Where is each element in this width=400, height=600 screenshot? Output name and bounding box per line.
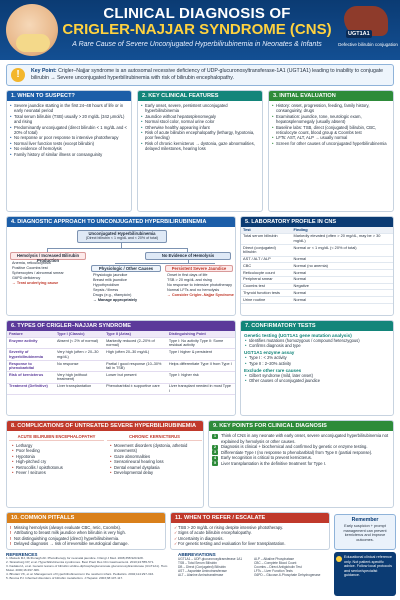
cell: Helps differentiate Type II from Type I — [167, 360, 235, 371]
section-initial-evaluation — [268, 90, 394, 212]
cell: Liver transplantation — [55, 383, 104, 394]
list-item: • Otherwise healthy appearing infant — [141, 125, 259, 130]
list-item: • Severe jaundice starting in the first 24–48 hours of life or in early neonatal period — [10, 103, 128, 114]
list-item: • Movement disorders (dystonia, athetoid movements) — [110, 443, 199, 454]
flow-hemolysis-items — [12, 261, 88, 286]
list-item: • Gaze abnormalities — [110, 454, 199, 459]
table-row — [241, 263, 393, 270]
list-item — [212, 433, 390, 444]
abbreviations-section — [178, 552, 330, 596]
section-title: 10. COMMON PITFALLS — [7, 513, 165, 523]
section-common-pitfalls — [6, 512, 166, 550]
suspect-list — [7, 101, 131, 157]
abbreviation-item: TSB – Total Serum Bilirubin — [178, 561, 217, 566]
cell: Normal (no anemia) — [292, 263, 393, 270]
baby-illustration — [6, 4, 58, 56]
acute-list — [9, 441, 104, 475]
list-item: • Developmental delay — [110, 470, 199, 475]
cell: Normal — [292, 256, 393, 263]
list-item: • Poor feeding — [12, 448, 101, 453]
list-item: Normal LFTs and no hemolysis — [167, 288, 220, 292]
list-item: • Identifies mutations (homozygous / compound heterozygous) — [244, 338, 390, 343]
section-title: 6. TYPES OF CRIGLER–NAJJAR SYNDROME — [7, 321, 235, 331]
features-list — [138, 101, 262, 152]
cell: Normal or < 1 mg/dL (< 20% of total) — [292, 245, 393, 256]
flow-persistent-outcome: → Consider Crigler–Najjar Syndrome — [167, 293, 234, 297]
list-item: • History: onset, progression, feeding, family history, consanguinity, drugs — [272, 103, 390, 114]
cell: Type I: No activity Type II: Some residual activity — [167, 338, 235, 349]
cell: Type I higher & persistent — [167, 349, 235, 360]
table-row — [7, 360, 235, 371]
list-item: Positive Coombs test — [12, 266, 48, 270]
key-point-label: Key Point: — [31, 68, 57, 74]
key-point-text: Differentiate Type I (no response to phenobarbital) from Type II (partial response). — [221, 449, 373, 455]
cell: Type I: higher risk — [167, 372, 235, 383]
list-item: • Hypotonia — [12, 454, 101, 459]
list-item: • Normal liver function tests (except bilirubin) — [10, 141, 128, 146]
key-point-text — [31, 68, 391, 82]
cell: Thyroid function tests — [241, 290, 292, 297]
key-point-text: Early recognition is critical to prevent kernicterus. — [221, 455, 312, 461]
number-badge: 2 — [214, 444, 216, 449]
section-laboratory-profile — [240, 216, 394, 316]
abbreviation-item: AST – Aspartate Aminotransferase — [178, 569, 227, 574]
table-row — [241, 283, 393, 290]
abbreviation-item: Coombs – Direct Antiglobulin Test — [254, 565, 302, 570]
number-badge: 5 — [214, 461, 216, 466]
acute-encephalopathy-title: ACUTE BILIRUBIN ENCEPHALOPATHY — [9, 433, 104, 441]
liver-caption: Defective bilirubin conjugation — [338, 42, 398, 47]
cell: Markedly reduced (2–20% of normal) — [104, 338, 167, 349]
abbreviation-item: G6PD – Glucose-6-Phosphate Dehydrogenase — [254, 573, 321, 578]
flow-top-box — [77, 230, 167, 243]
section-key-clinical-features — [137, 90, 263, 212]
list-item: TSB > 20 mg/dL and rising — [167, 278, 212, 282]
section-title: 4. DIAGNOSTIC APPROACH TO UNCONJUGATED HYPERBILIRUBINEMIA — [7, 217, 235, 227]
list-item: • Lethargy — [12, 443, 101, 448]
list-item: Drugs (e.g., rifampicin) — [93, 293, 132, 297]
abbreviation-item: UGT1A1 – UDP-glucuronosyltransferase 1A1 — [178, 557, 243, 561]
lightbulb-icon: ! — [11, 68, 25, 82]
section-confirmatory-tests — [240, 320, 394, 416]
col-feature: Feature — [7, 331, 55, 338]
list-item: ! Delayed diagnosis → risk of irreversible neurological damage. — [10, 541, 162, 546]
cell: Normal — [292, 276, 393, 283]
chronic-kernicterus-column — [107, 433, 202, 475]
section-title: 3. INITIAL EVALUATION — [269, 91, 393, 101]
list-item: ! Missing hemolysis (always evaluate CBC, retic, Coombs). — [10, 525, 162, 530]
section-title: 2. KEY CLINICAL FEATURES — [138, 91, 262, 101]
cell: Response to phenobarbital — [7, 360, 55, 371]
flow-persistent-box: Persistent Severe Jaundice — [165, 265, 233, 272]
list-item: • Gilbert syndrome (mild, later onset) — [244, 373, 390, 378]
abbreviation-item: LFTs – Liver Function Tests — [254, 569, 293, 574]
list-item: Hypothyroidism — [93, 283, 120, 287]
flow-persistent-items — [167, 273, 235, 298]
exclude-causes-title: Exclude other rare causes — [244, 367, 302, 373]
list-item: • Fever / seizures — [12, 470, 101, 475]
section-key-points — [208, 420, 394, 508]
cell: Total serum bilirubin — [241, 233, 292, 244]
list-item: • LFTs: AST, ALT, ALP → usually normal — [272, 135, 390, 140]
list-item: G6PD deficiency — [12, 276, 41, 280]
section-when-to-refer — [170, 512, 330, 550]
refer-list — [171, 523, 329, 547]
enzyme-assay-list — [241, 355, 393, 365]
cell: Partial / good response (10–30% fall in TSB) — [104, 360, 167, 371]
flow-physiologic-box: Physiologic / Other Causes — [91, 265, 161, 272]
col-type2: Type II (Arias) — [104, 331, 167, 338]
table-row — [7, 338, 235, 349]
page-subtitle: A Rare Cause of Severe Unconjugated Hyperbilirubinemia in Neonates & Infants — [72, 41, 322, 48]
list-item: ! Not distinguishing conjugated (direct) hyperbilirubinemia. — [10, 536, 162, 541]
pitfalls-list — [7, 523, 165, 547]
key-point-body: Crigler–Najjar syndrome is an autosomal recessive deficiency of UDP-glucuronosyltransferase-1A1 (UGT1A1) leading to inability to conjugate bilirubin → Severe unconjugated hyperbilirubinemia with risk of bilirubin encephalopathy. — [31, 68, 384, 81]
list-item: • Confirms diagnosis and type — [244, 343, 390, 348]
number-badge: 3 — [214, 450, 216, 455]
reference-item: 1. Maisels MJ, McDonagh AF. Phototherapy for neonatal jaundice. N Engl J Med. 2008;358:920-928. — [6, 556, 144, 560]
cell: Normal — [292, 270, 393, 277]
cell: Urine routine — [241, 297, 292, 304]
list-item: ! Attributing to breast milk jaundice when bilirubin is very high. — [10, 530, 162, 535]
cell: Peripheral smear — [241, 276, 292, 283]
list-item: • Sensorineural hearing loss — [110, 459, 199, 464]
exclude-causes-list — [241, 373, 393, 383]
list-item: • Risk of acute bilirubin encephalopathy (lethargy, hypotonia, poor feeding) — [141, 130, 259, 141]
enzyme-assay-title: UGT1A1 enzyme assay — [244, 350, 295, 356]
section-title: 11. WHEN TO REFER / ESCALATE — [171, 513, 329, 523]
cell: Liver transplant needed in most Type I — [167, 383, 235, 394]
list-item: • No evidence of hemolysis — [10, 146, 128, 151]
cell: Lower but present — [104, 372, 167, 383]
section-title: 1. WHEN TO SUSPECT? — [7, 91, 131, 101]
list-item: • Predominantly unconjugated (direct bilirubin < 1 mg/dL and < 20% of total) — [10, 125, 128, 136]
chronic-list — [107, 441, 202, 475]
table-row — [241, 276, 393, 283]
cell: Severity of hyperbilirubinemia — [7, 349, 55, 360]
table-row — [7, 372, 235, 383]
info-icon — [336, 556, 342, 562]
key-points-list — [209, 431, 393, 469]
references-title: REFERENCES — [6, 552, 38, 557]
list-item: • Early onset, severe, persistent unconjugated hyperbilirubinemia — [141, 103, 259, 114]
flow-physiologic-outcome: → Manage appropriately — [93, 298, 138, 302]
references-section — [6, 552, 174, 596]
remember-text: Early suspicion + prompt management can prevent kernicterus and improve outcomes. — [343, 524, 387, 542]
cell: Coombs test — [241, 283, 292, 290]
reference-item: 3. Kadakol A, et al. Genetic lesions of bilirubin uridine-diphosphoglucuronate glucuronosyltransferase (UGT1A1). Hum Mutat. 2000;16:297-306. — [6, 563, 168, 572]
flow-hemolysis-outcome: → Treat underlying cause — [12, 281, 59, 285]
section-title: 7. CONFIRMATORY TESTS — [241, 321, 393, 331]
table-row — [241, 270, 393, 277]
list-item: • Jaundice without hepatosplenomegaly — [141, 114, 259, 119]
list-item: • Family history of similar illness or consanguinity — [10, 152, 128, 157]
cell: Risk of kernicterus — [7, 372, 55, 383]
col-distinguishing: Distinguishing Point — [167, 331, 235, 338]
lab-table — [241, 227, 393, 304]
list-item: Onset in first days of life — [167, 273, 208, 277]
genetic-testing-title: Genetic testing (UGT1A1 gene mutation analysis) — [244, 333, 352, 338]
number-badge: 4 — [214, 455, 216, 460]
page-title-line1: CLINICAL DIAGNOSIS OF — [103, 5, 291, 22]
cell: Enzyme activity — [7, 338, 55, 349]
cell: CBC — [241, 263, 292, 270]
section-diagnostic-approach — [6, 216, 236, 316]
abbreviations-grid — [178, 557, 330, 577]
list-item: • Type II : 2–20% activity — [244, 361, 390, 366]
evaluation-list — [269, 101, 393, 146]
cell: Absent (< 2% of normal) — [55, 338, 104, 349]
table-row — [241, 290, 393, 297]
key-point-box — [6, 64, 394, 86]
abbreviation-item: ALP – Alkaline Phosphatase — [254, 557, 294, 561]
cell: Very high (without treatment) — [55, 372, 104, 383]
chronic-kernicterus-title: CHRONIC KERNICTERUS — [107, 433, 202, 441]
cell: Normal — [292, 290, 393, 297]
list-item: ✓ For genetic testing and evaluation for liver transplantation. — [174, 541, 326, 546]
section-title: 5. LABORATORY PROFILE IN CNS — [241, 217, 393, 227]
remember-box — [334, 514, 396, 550]
cell: No response — [55, 360, 104, 371]
page-title-line2: CRIGLER-NAJJAR SYNDROME (CNS) — [62, 21, 332, 38]
cell: Treatment (Definitive) — [7, 383, 55, 394]
genetic-testing-list — [241, 338, 393, 348]
list-item: • Total serum bilirubin (TSB) usually > 20 mg/dL (342 μmol/L) and rising — [10, 114, 128, 125]
col-finding: Finding — [292, 227, 393, 233]
reference-item: 4. Bhutani VK, et al. Management of hyperbilirubinemia in the newborn infant. Pediatrics. 2004;114:297-316. — [6, 571, 155, 576]
abbreviations-title: ABBREVIATIONS — [178, 552, 216, 557]
list-item: • Risk of chronic kernicterus → dystonia, gaze abnormalities, delayed milestones, hearing loss — [141, 141, 259, 152]
cell: Normal — [292, 297, 393, 304]
list-item: ✓ TSB > 20 mg/dL or rising despite intensive phototherapy. — [174, 525, 326, 530]
table-row — [241, 297, 393, 304]
flow-top-note: (Direct bilirubin < 1 mg/dL and < 20% of total) — [85, 236, 159, 241]
cell: Phenobarbital ± supportive care — [104, 383, 167, 394]
section-title: 9. KEY POINTS FOR CLINICAL DIAGNOSIS — [209, 421, 393, 431]
flow-no-hemolysis-box: No Evidence of Hemolysis — [145, 252, 231, 260]
list-item: • No response or poor response to intensive phototherapy — [10, 135, 128, 140]
cell: High (often 20–30 mg/dL) — [104, 349, 167, 360]
list-item: • Dental enamel dysplasia — [110, 465, 199, 470]
list-item: Spherocytes / abnormal smear — [12, 271, 64, 275]
list-item: • Normal stool color, normal urine color — [141, 119, 259, 124]
key-point-text: Diagnosis is clinical + biochemical and confirmed by genetic or enzyme testing. — [221, 444, 368, 450]
table-row — [241, 245, 393, 256]
abbreviation-item: DB – Direct (Conjugated) Bilirubin — [178, 565, 226, 570]
educational-text: Educational clinical reference only. Not patient-specific advice. Follow local protocols and senior/specialist guidance. — [344, 555, 392, 578]
list-item: • Other causes of unconjugated jaundice — [244, 378, 390, 383]
table-row — [241, 233, 393, 244]
list-item: Anemia, reticulocytosis — [12, 261, 51, 265]
liver-tag: UGT1A1 — [348, 31, 370, 37]
cell: AST / ALT / ALP — [241, 256, 292, 263]
reference-item: 5. Bosma PJ. Inherited disorders of bilirubin metabolism. J Hepatol. 2003;38:107-117. — [6, 575, 124, 580]
key-point-text: Think of CNS in any neonate with early onset, severe unconjugated hyperbilirubinemia not explained by hemolysis or other causes. — [221, 433, 389, 444]
flow-hemolysis-box: Hemolysis / Increased Bilirubin Production — [10, 252, 86, 260]
key-point-text: Liver transplantation is the definitive treatment for Type I. — [221, 460, 327, 466]
list-item: • Baseline labs: TSB, direct (conjugated) bilirubin, CBC, reticulocyte count, blood group & Coombs test — [272, 125, 390, 136]
acute-encephalopathy-column — [9, 433, 104, 475]
list-item: • Retrocollis / opisthotonus — [12, 465, 101, 470]
table-row — [241, 256, 393, 263]
list-item: • High-pitched cry — [12, 459, 101, 464]
flow-physiologic-items — [93, 273, 163, 303]
reference-item: 2. Strassburg CP, et al. Hyperbilirubinemia syndromes. Best Pract Res Clin Gastroenterol. 2010;24:555-571. — [6, 559, 155, 564]
list-item: • Screen for other causes of unconjugated hyperbilirubinemia — [272, 141, 390, 146]
list-item: • Type I : < 2% activity — [244, 355, 390, 360]
educational-note — [334, 552, 396, 596]
section-when-to-suspect — [6, 90, 132, 212]
cell: Markedly elevated (often > 20 mg/dL, may be > 30 mg/dL) — [292, 233, 393, 244]
cell: Direct (conjugated) bilirubin — [241, 245, 292, 256]
list-item: No response to intensive phototherapy — [167, 283, 233, 287]
table-row — [7, 383, 235, 394]
cell: Very high (often > 20–30 mg/dL) — [55, 349, 104, 360]
col-test: Test — [241, 227, 292, 233]
abbreviation-item: CBC – Complete Blood Count — [254, 561, 297, 566]
section-types-of-cns — [6, 320, 236, 416]
list-item: ✓ Signs of acute bilirubin encephalopathy. — [174, 530, 326, 535]
list-item: • Examination: jaundice, tone, neurologic exam, hepatosplenomegaly (usually absent) — [272, 114, 390, 125]
section-complications — [6, 420, 204, 508]
col-type1: Type I (Classic) — [55, 331, 104, 338]
list-item: Breast milk jaundice — [93, 278, 127, 282]
list-item: Sepsis / illness — [93, 288, 119, 292]
list-item: ✓ Uncertainty in diagnosis. — [174, 536, 326, 541]
flow-connector — [115, 263, 215, 264]
header-banner — [0, 0, 400, 60]
list-item: Physiologic jaundice — [93, 273, 128, 277]
flow-connector — [47, 248, 187, 249]
flow-top-label: Unconjugated Hyperbilirubinemia — [88, 231, 156, 236]
list-item — [212, 461, 390, 467]
table-row — [7, 349, 235, 360]
types-table — [7, 331, 235, 395]
abbreviation-item: ALT – Alanine Aminotransferase — [178, 573, 224, 578]
section-title: 8. COMPLICATIONS OF UNTREATED SEVERE HYPERBILIRUBINEMIA — [7, 421, 203, 431]
remember-title: Remember — [351, 517, 379, 523]
number-badge: 1 — [214, 433, 216, 438]
cell: Reticulocyte count — [241, 270, 292, 277]
cell: Negative — [292, 283, 393, 290]
